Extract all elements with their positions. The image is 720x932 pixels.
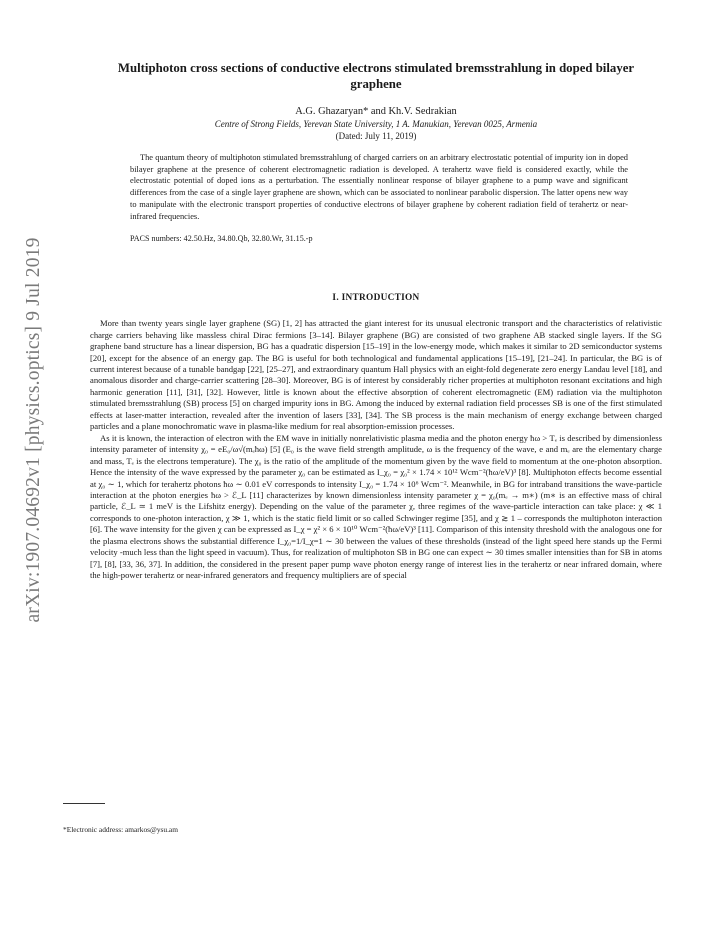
paper-page — [90, 58, 662, 582]
paragraph: More than twenty years single layer graphene (SG) [1, 2] has attracted the giant interest for its unusual electronic transport and the characteristics of relativistic charge carriers behaving like massless chiral Dirac fermions [3–14]. Bilayer graphene (BG) are consisted of two graphene AB stacked single layers. If the SG graphene band structure has a linear dispersion, BG has a quadratic dispersion [15–19] in the low-energy mode, which makes it similar to 2D semiconductor systems [20], except for the absence of an energy gap. The BG is useful for both technological and fundamental applications [15–19], [21–24]. In particular, the BG is of current interest because of a tunable bandgap [22], [25–27], and extraordinary quantum Hall physics with an eight-fold degenerate zero energy Landau level [18], and anomalous disorder and charge-carrier scattering [28–30]. Moreover, BG is of interest by considerably richer properties at multiphoton resonant excitations and high harmonic generation [11], [31], [32]. However, little is known about the effective absorption of coherent electromagnetic (EM) radiation via the multiphoton stimulated bremsstrahlung (SB) process [5] on charged impurity ions in BG. Among the induced by external radiation field processes SB is one of the first stimulated effects at laser-matter interaction, revealed after the invention of lasers [33], [34]. The SB process is the main mechanism of energy exchange between charged particles and a plane monochromatic wave in plasma-like medium for real absorption-emission processes. — [90, 318, 662, 432]
section-heading-introduction: I. INTRODUCTION — [332, 293, 420, 304]
arxiv-identifier-sidebar — [14, 210, 54, 650]
paragraph: As it is known, the interaction of electron with the EM wave in initially nonrelativistic plasma media and the photon energy ħω > Tₑ is described by dimensionless intensity parameter of intensity χ₀ = eE₀/ω√(mₑħω) [5] (E₀ is the wave field strength amplitude, ω is the frequency of the wave, e and mₑ are the elementary charge and mass, Tₑ is the electrons temperature). The χ₀ is the ratio of the amplitude of the momentum given by the wave field to momentum at the one-photon absorption. Hence the intensity of the wave expressed by the parameter χ₀ can be estimated as I_χ₀ = χ₀² × 1.74 × 10¹² Wcm⁻²(ħω/eV)³ [8]. Multiphoton effects become essential at χ₀ ∼ 1, which for terahertz photons ħω ∼ 0.01 eV corresponds to intensity I_χ₀ = 1.74 × 10⁶ Wcm⁻². Meanwhile, in BG for intraband transitions the wave-particle interaction at the photon energies ħω > ℰ_L [11] characterizes by known dimensionless intensity parameter χ = χ₀(mₑ → m∗) (m∗ is an effective mass of chiral particle, ℰ_L ≃ 1 meV is the Lifshitz energy). Depending on the value of the parameter χ, three regimes of the wave-particle interaction can take place: χ ≪ 1 corresponds to one-photon interaction, χ ≫ 1, which is the static field limit or so called Schwinger regime [35], and χ ≳ 1 – corresponds the multiphoton interaction [6]. The wave intensity for the given χ can be expressed as I_χ = χ² × 6 × 10¹⁰ Wcm⁻²(ħω/eV)³ [11]. Comparison of this intensity threshold with the analogous one for the plasma electrons shows the substantial difference I_χ₀=1/I_χ=1 ∼ 30 between the values of these thresholds (instead of the light speed here stands up the Fermi velocity -much less than the light speed in vacuum). Thus, for realization of multiphoton SB in BG one can expect ∼ 30 times smaller intensities than for SB in atoms [7], [8], [33, 36, 37]. In addition, the considered in the present paper pump wave photon energy range of interest lies in the terahertz or near infrared domain, where the high-power terahertz or near-infrared generators and frequency multipliers are of special — [90, 432, 662, 581]
introduction-body — [90, 318, 662, 581]
paper-affiliation: Centre of Strong Fields, Yerevan State University, 1 A. Manukian, Yerevan 0025, Armenia — [214, 119, 538, 129]
paper-authors: A.G. Ghazaryan* and Kh.V. Sedrakian — [295, 106, 457, 117]
footnote-divider — [63, 803, 105, 804]
arxiv-identifier: arXiv:1907.04692v1 [physics.optics] 9 Jul 2019 — [23, 237, 44, 623]
paper-title: Multiphoton cross sections of conductive electrons stimulated bremsstrahlung in doped bilayer graphene — [117, 61, 635, 91]
pacs-numbers: PACS numbers: 42.50.Hz, 34.80.Qb, 32.80.Wr, 31.15.-p — [130, 234, 313, 244]
footnote-email: *Electronic address: amarkos@ysu.am — [63, 825, 178, 834]
paper-date: (Dated: July 11, 2019) — [335, 131, 417, 141]
paper-abstract: The quantum theory of multiphoton stimulated bremsstrahlung of charged carriers on an arbitrary electrostatic potential of impurity ion in doped bilayer graphene at the presence of coherent electromagnetic radiation is developed. A terahertz wave field is considered exactly, while the electrostatic potential of doped ions as a perturbation. The essentially nonlinear response of bilayer graphene to a pump wave and significant differences from the case of a single layer graphene are shown, which can be associated to nonlinear parabolic dispersion. The latter opens new way to manipulate with the electronic transport properties of conductive electrons of bilayer graphene by coherent radiation field of terahertz or near-infrared frequencies. — [130, 153, 628, 221]
